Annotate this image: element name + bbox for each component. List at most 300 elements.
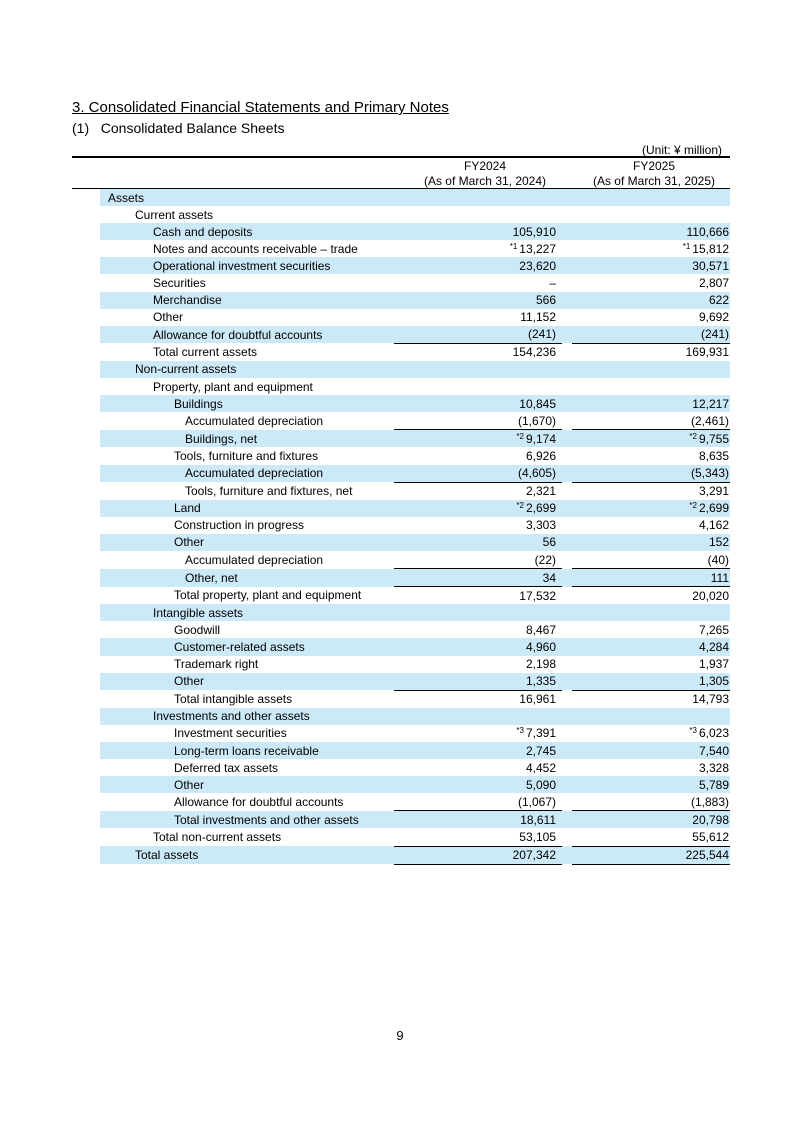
value-fy2024 (394, 759, 562, 776)
row-label: Buildings (100, 395, 394, 412)
footnote-marker: *1 (509, 241, 518, 251)
cell-value: (2,461) (690, 413, 729, 428)
value-fy2024 (394, 708, 562, 725)
cell-value: 154,236 (512, 345, 556, 360)
column-gap (562, 776, 572, 793)
value-fy2025 (572, 569, 730, 587)
column-gap (562, 793, 572, 811)
table-row (72, 569, 730, 587)
cell-value: 169,931 (685, 345, 729, 360)
row-margin (72, 395, 100, 412)
row-margin (72, 257, 100, 274)
value-fy2025 (572, 465, 730, 483)
value-fy2024 (394, 361, 562, 378)
value-fy2025 (572, 292, 730, 309)
cell-value: (1,883) (690, 794, 729, 809)
column-gap (562, 378, 572, 395)
column-gap (562, 621, 572, 638)
cell-value: 3,328 (698, 760, 729, 775)
cell-value: 4,162 (698, 518, 729, 533)
column-gap (562, 240, 572, 257)
footnote-marker: *2 (689, 431, 697, 441)
footnote-marker: *2 (689, 501, 697, 511)
row-margin (72, 846, 100, 864)
row-label: Allowance for doubtful accounts (174, 795, 344, 810)
value-fy2024 (394, 223, 562, 240)
cell-value: 20,020 (692, 588, 729, 603)
row-margin (72, 725, 100, 742)
value-fy2025 (572, 378, 730, 395)
column-gap (562, 274, 572, 291)
value-fy2024 (394, 500, 562, 517)
row-margin (72, 551, 100, 569)
row-margin (72, 793, 100, 811)
row-label: Accumulated depreciation (185, 552, 324, 567)
row-label: Goodwill (174, 622, 221, 637)
row-margin (72, 656, 100, 673)
cell-value: 8,635 (698, 448, 729, 463)
value-fy2025 (572, 361, 730, 378)
row-label: Total investments and other assets (100, 811, 394, 829)
cell-value: 5,090 (525, 777, 556, 792)
column-gap (562, 206, 572, 223)
value-fy2025 (572, 189, 730, 206)
row-label: Merchandise (100, 292, 394, 309)
row-margin (72, 309, 100, 326)
row-label: Other (100, 776, 394, 793)
value-fy2024 (394, 309, 562, 326)
cell-value: (1,067) (517, 794, 556, 809)
table-row (72, 776, 730, 793)
cell-value: 622 (708, 293, 729, 308)
value-fy2025 (572, 240, 730, 257)
row-label: Current assets (135, 207, 214, 222)
row-margin (72, 690, 100, 708)
column-gap (562, 292, 572, 309)
value-fy2025 (572, 257, 730, 274)
cell-value: 110,666 (686, 224, 729, 239)
value-fy2025 (572, 656, 730, 673)
value-fy2024 (394, 257, 562, 274)
value-fy2025 (572, 517, 730, 534)
column-gap (562, 430, 572, 448)
column-date: (As of March 31, 2024) (423, 174, 547, 188)
value-fy2025 (572, 412, 730, 430)
cell-value: 2,807 (698, 276, 729, 291)
table-row (72, 708, 730, 725)
column-header-fy2024 (404, 159, 566, 189)
row-label: Cash and deposits (100, 223, 394, 240)
column-gap (562, 551, 572, 569)
cell-value: 1,335 (525, 674, 556, 689)
cell-value: 6,023 (698, 726, 729, 741)
cell-value: 566 (535, 293, 556, 308)
cell-value: 6,926 (525, 448, 556, 463)
row-margin (72, 534, 100, 551)
value-fy2024 (394, 656, 562, 673)
value-fy2025 (572, 206, 730, 223)
value-fy2024 (394, 465, 562, 483)
row-margin (72, 673, 100, 691)
row-label: Total property, plant and equipment (174, 588, 362, 603)
table-row (72, 447, 730, 464)
column-gap (562, 189, 572, 206)
column-gap (562, 361, 572, 378)
row-margin (72, 517, 100, 534)
row-margin (72, 447, 100, 464)
cell-value: 4,452 (525, 760, 556, 775)
cell-value: 12,217 (692, 396, 729, 411)
value-fy2024 (394, 206, 562, 223)
cell-value: 207,342 (512, 848, 556, 863)
value-fy2025 (572, 776, 730, 793)
column-gap (562, 517, 572, 534)
column-gap (562, 412, 572, 430)
cell-value: 3,303 (525, 518, 556, 533)
value-fy2024 (394, 395, 562, 412)
column-gap (562, 326, 572, 344)
row-margin (72, 274, 100, 291)
row-label: Allowance for doubtful accounts (100, 326, 394, 344)
cell-value: 7,391 (525, 726, 556, 741)
value-fy2024 (394, 482, 562, 500)
row-label: Construction in progress (174, 518, 305, 533)
table-row (72, 846, 730, 864)
row-margin (72, 189, 100, 206)
footnote-marker: *3 (516, 726, 524, 736)
table-row (72, 309, 730, 326)
cell-value: (40) (707, 552, 729, 567)
table-row (72, 189, 730, 206)
value-fy2024 (394, 343, 562, 361)
value-fy2024 (394, 447, 562, 464)
table-row (72, 621, 730, 638)
table-row (72, 240, 730, 257)
column-date: (As of March 31, 2025) (592, 174, 716, 188)
row-margin (72, 240, 100, 257)
row-margin (72, 343, 100, 361)
column-gap (562, 447, 572, 464)
balance-sheet-body (72, 189, 730, 864)
table-row (72, 223, 730, 240)
value-fy2025 (572, 846, 730, 864)
cell-value: 225,544 (685, 848, 729, 863)
value-fy2025 (572, 673, 730, 691)
value-fy2024 (394, 776, 562, 793)
cell-value: 1,305 (698, 674, 729, 689)
cell-value: 4,960 (525, 639, 556, 654)
row-margin (72, 378, 100, 395)
column-gap (562, 309, 572, 326)
value-fy2025 (572, 500, 730, 517)
column-gap (562, 465, 572, 483)
row-label: Operational investment securities (100, 257, 394, 274)
row-margin (72, 361, 100, 378)
row-label: Non-current assets (100, 361, 394, 378)
table-row (72, 690, 730, 708)
value-fy2025 (572, 482, 730, 500)
cell-value: 9,755 (698, 431, 729, 446)
row-label: Other (153, 310, 184, 325)
footnote-marker: *3 (689, 726, 697, 736)
table-row (72, 395, 730, 412)
row-label: Buildings, net (100, 430, 394, 448)
column-gap (562, 587, 572, 605)
footnote-marker: *2 (516, 501, 524, 511)
row-margin (72, 708, 100, 725)
table-row (72, 587, 730, 605)
cell-value: 4,284 (698, 639, 729, 654)
table-row (72, 326, 730, 344)
value-fy2025 (572, 430, 730, 448)
cell-value: (1,670) (517, 413, 556, 428)
row-margin (72, 223, 100, 240)
column-gap (562, 343, 572, 361)
table-row (72, 378, 730, 395)
value-fy2024 (394, 811, 562, 829)
table-row (72, 811, 730, 829)
cell-value: (4,605) (517, 466, 556, 481)
value-fy2025 (572, 690, 730, 708)
row-label: Accumulated depreciation (100, 465, 394, 483)
row-margin (72, 206, 100, 223)
value-fy2025 (572, 759, 730, 776)
value-fy2025 (572, 828, 730, 846)
value-fy2024 (394, 534, 562, 551)
table-row (72, 725, 730, 742)
column-gap (562, 500, 572, 517)
table-row (72, 274, 730, 291)
column-gap (562, 569, 572, 587)
cell-value: 16,961 (519, 692, 556, 707)
value-fy2025 (572, 326, 730, 344)
value-fy2024 (394, 638, 562, 655)
row-margin (72, 500, 100, 517)
value-fy2025 (572, 587, 730, 605)
value-fy2024 (394, 378, 562, 395)
column-gap (562, 742, 572, 759)
value-fy2025 (572, 395, 730, 412)
row-margin (72, 292, 100, 309)
value-fy2024 (394, 690, 562, 708)
row-margin (72, 638, 100, 655)
cell-value: (241) (527, 327, 556, 342)
cell-value: 2,745 (525, 743, 556, 758)
cell-value: 2,699 (525, 501, 556, 516)
column-gap (562, 725, 572, 742)
value-fy2024 (394, 569, 562, 587)
page-number: 9 (396, 1028, 404, 1043)
column-gap (562, 811, 572, 829)
row-label: Other (100, 534, 394, 551)
subsection-heading: (1) Consolidated Balance Sheets (72, 120, 285, 136)
value-fy2024 (394, 430, 562, 448)
cell-value: 55,612 (692, 830, 729, 845)
cell-value: 1,937 (698, 657, 729, 672)
table-row (72, 604, 730, 621)
row-label: Notes and accounts receivable – trade (153, 241, 358, 256)
table-row (72, 742, 730, 759)
value-fy2024 (394, 793, 562, 811)
unit-label: (Unit: ¥ million) (641, 143, 722, 157)
row-label: Other, net (100, 569, 394, 587)
table-row (72, 656, 730, 673)
cell-value: 3,291 (698, 484, 729, 499)
row-margin (72, 811, 100, 829)
table-row (72, 430, 730, 448)
value-fy2025 (572, 793, 730, 811)
table-row (72, 673, 730, 691)
column-gap (562, 638, 572, 655)
value-fy2024 (394, 725, 562, 742)
column-gap (562, 690, 572, 708)
row-label: Intangible assets (100, 604, 394, 621)
column-gap (562, 395, 572, 412)
table-row (72, 343, 730, 361)
value-fy2024 (394, 621, 562, 638)
balance-sheet-table (72, 189, 730, 865)
footnote-marker: *2 (516, 431, 524, 441)
row-margin (72, 465, 100, 483)
section-heading: 3. Consolidated Financial Statements and Primary Notes (72, 99, 449, 116)
row-label: Total assets (100, 846, 394, 864)
column-gap (562, 604, 572, 621)
column-gap (562, 223, 572, 240)
value-fy2025 (572, 742, 730, 759)
table-row (72, 206, 730, 223)
row-margin (72, 326, 100, 344)
row-label: Total current assets (153, 345, 258, 360)
value-fy2025 (572, 343, 730, 361)
column-gap (562, 708, 572, 725)
cell-value: 9,692 (698, 310, 729, 325)
cell-value: 56 (542, 535, 556, 550)
value-fy2025 (572, 447, 730, 464)
cell-value: (241) (700, 327, 729, 342)
column-year: FY2024 (463, 159, 507, 173)
row-label: Customer-related assets (100, 638, 394, 655)
row-margin (72, 430, 100, 448)
table-row (72, 534, 730, 551)
row-label: Deferred tax assets (174, 760, 279, 775)
value-fy2025 (572, 223, 730, 240)
cell-value: 13,227 (519, 241, 556, 256)
row-label: Tools, furniture and fixtures, net (185, 483, 353, 498)
table-row (72, 638, 730, 655)
row-label: Accumulated depreciation (185, 414, 324, 429)
value-fy2025 (572, 621, 730, 638)
table-row (72, 292, 730, 309)
table-row (72, 517, 730, 534)
row-label: Trademark right (174, 657, 259, 672)
value-fy2025 (572, 551, 730, 569)
row-margin (72, 604, 100, 621)
value-fy2024 (394, 292, 562, 309)
row-label: Securities (153, 276, 206, 291)
row-label: Property, plant and equipment (153, 379, 313, 394)
table-row (72, 793, 730, 811)
cell-value: 18,611 (520, 812, 556, 827)
value-fy2024 (394, 587, 562, 605)
column-year: FY2025 (632, 159, 676, 173)
cell-value: 9,174 (525, 431, 556, 446)
value-fy2024 (394, 189, 562, 206)
column-gap (562, 759, 572, 776)
row-margin (72, 412, 100, 430)
row-label: Total non-current assets (153, 830, 282, 845)
value-fy2024 (394, 551, 562, 569)
column-gap (562, 673, 572, 691)
cell-value: 105,910 (512, 224, 556, 239)
table-row (72, 551, 730, 569)
value-fy2025 (572, 534, 730, 551)
cell-value: 2,198 (525, 657, 556, 672)
value-fy2025 (572, 811, 730, 829)
footnote-marker: *1 (682, 241, 691, 251)
column-gap (562, 846, 572, 864)
column-header-fy2025 (576, 159, 732, 189)
cell-value: 7,265 (698, 622, 729, 637)
table-row (72, 361, 730, 378)
value-fy2024 (394, 673, 562, 691)
table-row (72, 500, 730, 517)
value-fy2025 (572, 274, 730, 291)
row-margin (72, 569, 100, 587)
cell-value: 5,789 (698, 777, 729, 792)
row-margin (72, 742, 100, 759)
table-row (72, 257, 730, 274)
column-gap (562, 656, 572, 673)
row-margin (72, 587, 100, 605)
cell-value: 34 (542, 570, 556, 585)
row-label: Investments and other assets (100, 708, 394, 725)
cell-value: 10,845 (519, 396, 556, 411)
table-row (72, 828, 730, 846)
cell-value: – (549, 276, 556, 291)
column-gap (562, 828, 572, 846)
value-fy2024 (394, 326, 562, 344)
row-label: Long-term loans receivable (100, 742, 394, 759)
table-row (72, 412, 730, 430)
cell-value: 53,105 (519, 830, 556, 845)
cell-value: 152 (708, 535, 729, 550)
row-label: Total intangible assets (174, 692, 293, 707)
column-gap (562, 534, 572, 551)
cell-value: 11,152 (520, 310, 556, 325)
row-label: Land (100, 500, 394, 517)
row-label: Investment securities (174, 726, 287, 741)
cell-value: 23,620 (519, 258, 556, 273)
cell-value: (5,343) (690, 466, 729, 481)
row-margin (72, 759, 100, 776)
row-margin (72, 828, 100, 846)
table-row (72, 482, 730, 500)
value-fy2025 (572, 708, 730, 725)
value-fy2024 (394, 742, 562, 759)
value-fy2024 (394, 517, 562, 534)
row-label: Other (100, 673, 394, 691)
row-margin (72, 776, 100, 793)
cell-value: 2,321 (525, 484, 556, 499)
header-top-rule (72, 156, 730, 158)
value-fy2024 (394, 604, 562, 621)
row-margin (72, 482, 100, 500)
cell-value: (22) (534, 552, 556, 567)
value-fy2025 (572, 309, 730, 326)
cell-value: 30,571 (692, 258, 729, 273)
cell-value: 17,532 (519, 588, 556, 603)
cell-value: 8,467 (525, 622, 556, 637)
